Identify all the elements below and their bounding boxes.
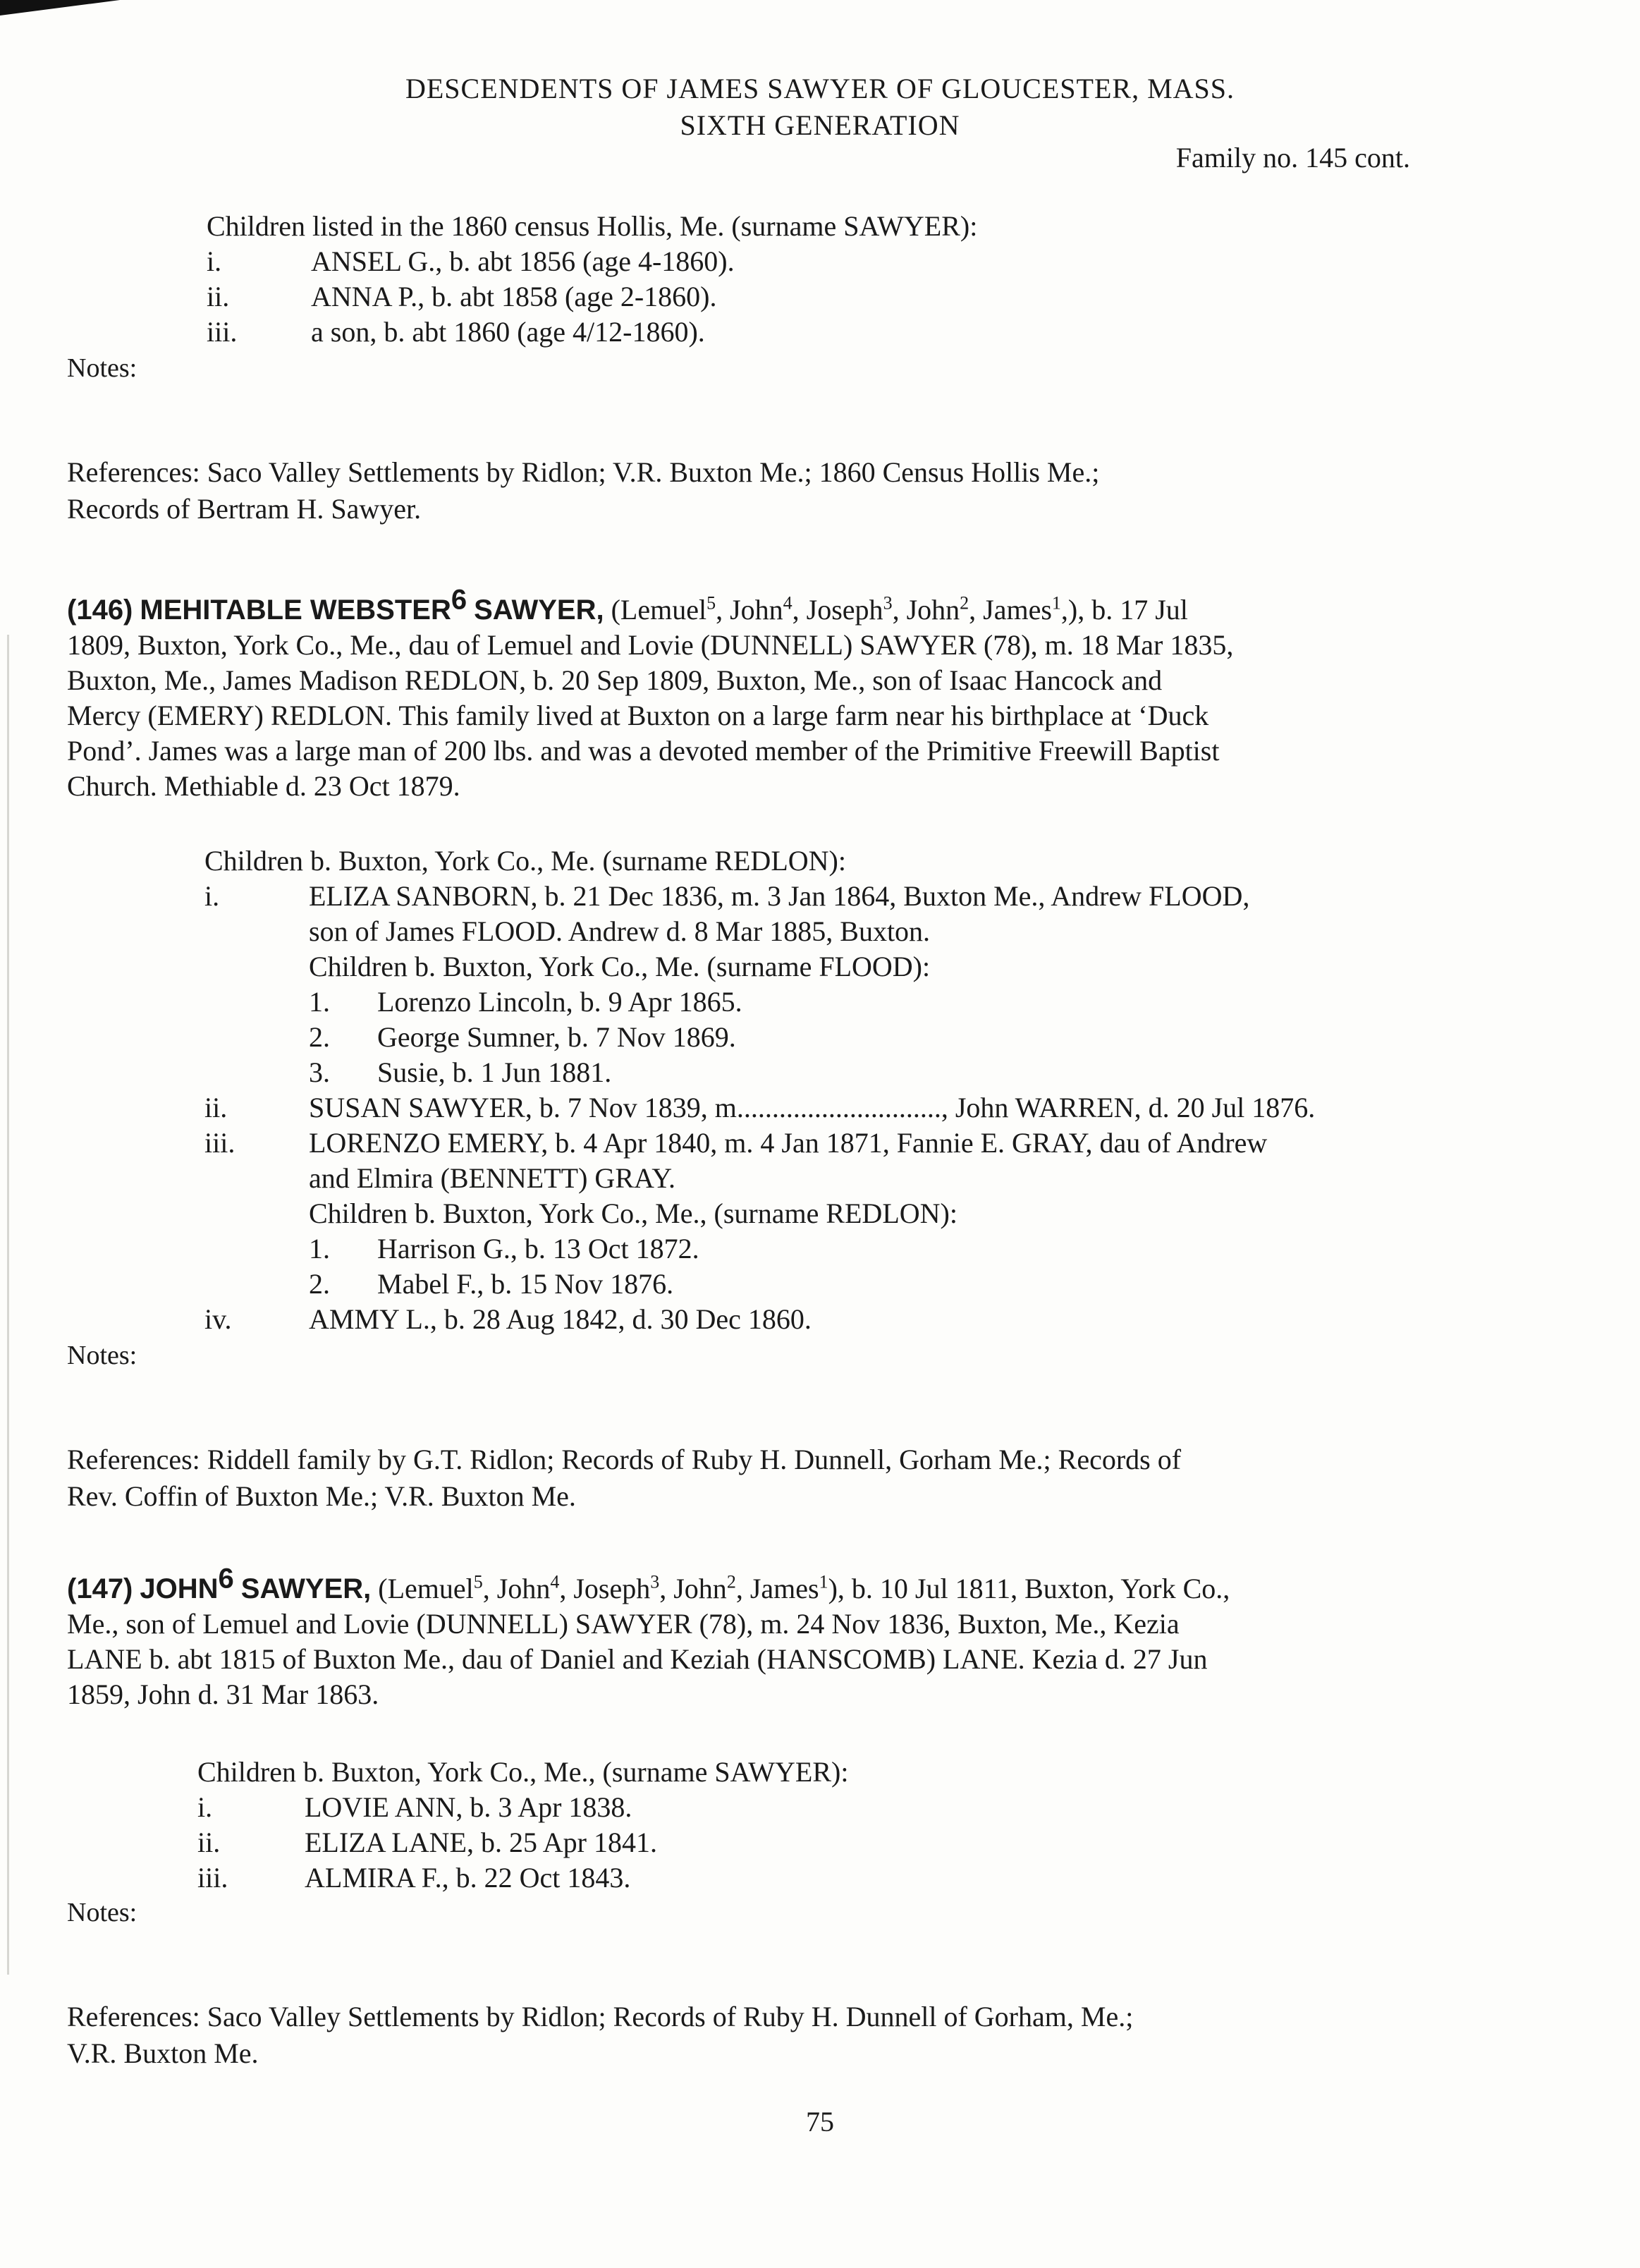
family-145-children — [207, 209, 1546, 350]
biography-heading-line — [67, 584, 1477, 628]
family-147-children — [197, 1755, 1537, 1896]
list-item: iii. LORENZO EMERY, b. 4 Apr 1840, m. 4 Jan 1871, Fannie E. GRAY, dau of Andrew — [204, 1127, 1268, 1159]
references-line: References: Saco Valley Settlements by Ridlon; Records of Ruby H. Dunnell of Gorham, Me.; — [67, 2001, 1134, 2032]
lineage: (Lemuel$^5$, John$^4$, Joseph$^3$, John$^2$, James$^1$,), b. 17 Jul — [611, 592, 1188, 626]
list-item: ii. ANNA P., b. abt 1858 (age 2-1860). — [207, 281, 717, 312]
list-item: i. ANSEL G., b. abt 1856 (age 4-1860). — [207, 245, 735, 277]
biography-line: Church. Methiable d. 23 Oct 1879. — [67, 770, 460, 802]
biography-line: Pond’. James was a large man of 200 lbs. and was a devoted member of the Primitive Freewill Baptist — [67, 735, 1220, 767]
person-surname: SAWYER, — [474, 595, 604, 626]
family-id: (147) — [67, 1573, 133, 1604]
biography-heading-line — [67, 1563, 1477, 1606]
list-item: iv. AMMY L., b. 28 Aug 1842, d. 30 Dec 1860. — [204, 1303, 812, 1335]
generation-title: SIXTH GENERATION — [680, 109, 960, 141]
family-id: (146) — [67, 595, 133, 626]
person-name: MEHITABLE WEBSTER — [140, 595, 451, 626]
person-name: JOHN — [140, 1573, 219, 1604]
list-item-continuation: and Elmira (BENNETT) GRAY. — [309, 1162, 675, 1194]
grandchildren-intro: Children b. Buxton, York Co., Me., (surname REDLON): — [309, 1197, 957, 1229]
document-title: DESCENDENTS OF JAMES SAWYER OF GLOUCESTER, MASS. — [405, 73, 1235, 104]
children-intro: Children listed in the 1860 census Hollis, Me. (surname SAWYER): — [207, 210, 978, 242]
family-147-biography — [67, 1563, 1477, 1712]
references-line: Rev. Coffin of Buxton Me.; V.R. Buxton Me. — [67, 1480, 576, 1512]
scan-corner-mark — [0, 0, 120, 16]
biography-line: Mercy (EMERY) REDLON. This family lived at Buxton on a large farm near his birthplace at ‘Duck — [67, 700, 1209, 731]
list-item-continuation: son of James FLOOD. Andrew d. 8 Mar 1885, Buxton. — [309, 915, 931, 947]
family-146-biography — [67, 584, 1477, 804]
children-intro: Children b. Buxton, York Co., Me. (surname REDLON): — [204, 845, 846, 877]
scan-edge-line — [7, 635, 9, 1975]
page-header — [0, 71, 1640, 144]
notes-label: Notes: — [67, 1898, 137, 1927]
biography-line: 1809, Buxton, York Co., Me., dau of Lemuel and Lovie (DUNNELL) SAWYER (78), m. 18 Mar 1835, — [67, 629, 1234, 661]
children-intro: Children b. Buxton, York Co., Me., (surname SAWYER): — [197, 1756, 849, 1788]
family-147-references — [67, 1999, 1477, 2072]
list-item: i. ELIZA SANBORN, b. 21 Dec 1836, m. 3 Jan 1864, Buxton Me., Andrew FLOOD, — [204, 880, 1250, 912]
grandchild-item: 2. George Sumner, b. 7 Nov 1869. — [309, 1021, 736, 1053]
biography-line: Me., son of Lemuel and Lovie (DUNNELL) SAWYER (78), m. 24 Nov 1836, Buxton, Me., Kezia — [67, 1608, 1180, 1640]
list-item: ii. ELIZA LANE, b. 25 Apr 1841. — [197, 1827, 657, 1858]
family-146-references — [67, 1441, 1477, 1515]
notes-label: Notes: — [67, 353, 137, 383]
person-surname: SAWYER, — [240, 1573, 372, 1604]
family-145-references — [67, 454, 1477, 528]
list-item: ii. SUSAN SAWYER, b. 7 Nov 1839, m............................., John WARREN, d. 20 Jul 1876. — [204, 1092, 1316, 1123]
list-item: iii. a son, b. abt 1860 (age 4/12-1860). — [207, 316, 705, 348]
page-number: 75 — [806, 2106, 834, 2138]
references-line: References: Riddell family by G.T. Ridlon; Records of Ruby H. Dunnell, Gorham Me.; Records of — [67, 1444, 1182, 1475]
grandchild-item: 3. Susie, b. 1 Jun 1881. — [309, 1056, 612, 1088]
grandchildren-intro: Children b. Buxton, York Co., Me. (surname FLOOD): — [309, 951, 931, 982]
list-item: iii. ALMIRA F., b. 22 Oct 1843. — [197, 1862, 631, 1894]
references-line: V.R. Buxton Me. — [67, 2037, 259, 2069]
grandchild-item: 1. Harrison G., b. 13 Oct 1872. — [309, 1233, 699, 1264]
grandchild-item: 2. Mabel F., b. 15 Nov 1876. — [309, 1268, 674, 1300]
list-item: i. LOVIE ANN, b. 3 Apr 1838. — [197, 1791, 632, 1823]
grandchild-item: 1. Lorenzo Lincoln, b. 9 Apr 1865. — [309, 986, 742, 1018]
biography-line: Buxton, Me., James Madison REDLON, b. 20 Sep 1809, Buxton, Me., son of Isaac Hancock and — [67, 664, 1163, 696]
lineage: (Lemuel$^5$, John$^4$, Joseph$^3$, John$^2$, James$^1$), b. 10 Jul 1811, Buxton, York Co., — [378, 1571, 1230, 1604]
family-continued-label: Family no. 145 cont. — [1175, 142, 1410, 173]
biography-line: LANE b. abt 1815 of Buxton Me., dau of Daniel and Keziah (HANSCOMB) LANE. Kezia d. 27 Jun — [67, 1643, 1208, 1675]
generation-superscript: 6 — [451, 584, 467, 616]
references-line: Records of Bertram H. Sawyer. — [67, 493, 422, 525]
family-146-children — [204, 843, 1615, 1337]
biography-line: 1859, John d. 31 Mar 1863. — [67, 1678, 379, 1710]
references-line: References: Saco Valley Settlements by Ridlon; V.R. Buxton Me.; 1860 Census Hollis Me.; — [67, 456, 1100, 488]
notes-label: Notes: — [67, 1341, 137, 1370]
generation-superscript: 6 — [218, 1563, 234, 1595]
